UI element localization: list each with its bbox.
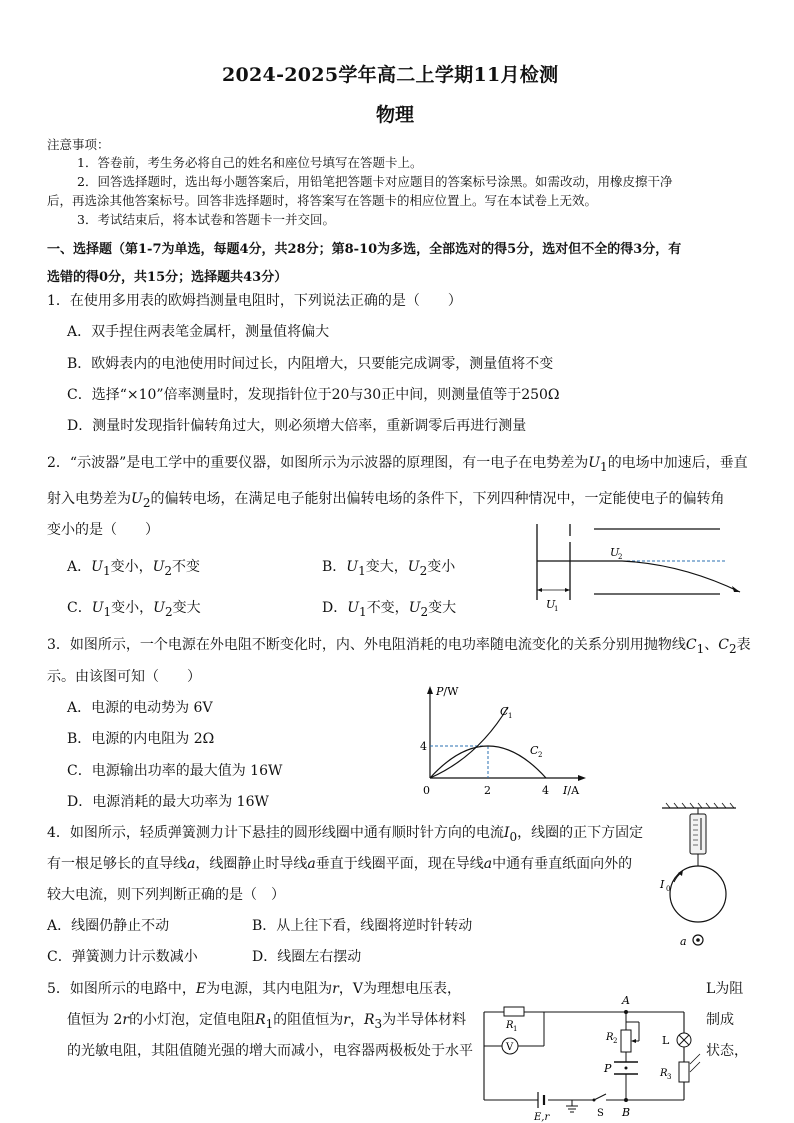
q2-oscilloscope-diagram: [532, 522, 752, 617]
resistor-r1: [504, 1007, 524, 1016]
q3-option-c: C．电源输出功率的最大值为 16W: [67, 763, 283, 779]
q4-fig-label-a: a: [680, 935, 687, 948]
q2-stem-line1: 2．“示波器”是电工学中的重要仪器，如图所示为示波器的原理图，有一电子在电势差为$U_1$的电场中加速后，垂直: [47, 455, 748, 474]
q4-coil-diagram: [654, 800, 744, 950]
q4-option-d: D．线圈左右摆动: [252, 949, 362, 965]
q2-option-d: D．$U_1$不变，$U_2$变大: [322, 600, 457, 619]
q1-option-b: B．欧姆表内的电池使用时间过长，内阻增大，只要能完成调零，测量值将不变: [67, 356, 554, 372]
svg-text:2: 2: [618, 553, 623, 561]
svg-text:1: 1: [513, 1025, 518, 1033]
svg-text:R: R: [606, 1032, 614, 1043]
page-title: 2024-2025学年高二上学期11月检测: [222, 64, 559, 86]
q4-stem-line2: 有一根足够长的直导线a，线圈静止时导线a垂直于线圈平面，现在导线a中通有垂直纸面向外的: [47, 856, 633, 872]
q5-stem-line3: 的光敏电阻，其阻值随光强的增大而减小，电容器两极板处于水平: [67, 1043, 473, 1059]
q5-circuit-diagram: [474, 992, 704, 1122]
q3-option-d: D．电源消耗的最大功率为 16W: [67, 794, 269, 810]
q4-stem-line3: 较大电流，则下列判断正确的是（ ）: [47, 887, 285, 903]
notice-item-3: 3．考试结束后，将本试卷和答题卡一并交回。: [77, 212, 335, 227]
svg-text:R: R: [660, 1068, 668, 1079]
svg-text:R: R: [506, 1020, 514, 1031]
section-heading-cont: 选错的得0分，共15分；选择题共43分）: [47, 270, 288, 285]
svg-text:2: 2: [613, 1037, 618, 1045]
q5-stem-line3-end: 状态，: [706, 1043, 748, 1059]
notice-item-1: 1．答卷前，考生务必将自己的姓名和座位号填写在答题卡上。: [77, 155, 423, 170]
q5-fig-label-s: S: [597, 1108, 604, 1119]
q5-fig-node-b: B: [622, 1106, 631, 1119]
q2-option-c: C．$U_1$变小，$U_2$变大: [67, 600, 201, 619]
q1-option-d: D．测量时发现指针偏转角过大，则必须增大倍率，重新调零后再进行测量: [67, 418, 527, 434]
coil: [670, 866, 726, 922]
q5-fig-label-p: P: [604, 1062, 612, 1075]
q3-power-graph: [418, 682, 593, 800]
q4-option-b: B．从上往下看，线圈将逆时针转动: [252, 918, 473, 934]
notice-item-2: 2．回答选择题时，选出每小题答案后，用铅笔把答题卡对应题目的答案标号涂黑。如需改动，用橡皮擦干净: [77, 174, 673, 189]
q4-option-c: C．弹簧测力计示数减小: [47, 949, 198, 965]
q2-stem-line3: 变小的是（ ）: [47, 522, 159, 538]
q1-option-c: C．选择“×10”倍率测量时，发现指针位于20与30正中间，则测量值等于250Ω: [67, 387, 560, 403]
switch-s: [594, 1094, 606, 1100]
q3-fig-label-c2: C: [530, 744, 539, 757]
q3-fig-tick-x2: 2: [484, 784, 491, 797]
photoresistor-r3: [679, 1062, 689, 1082]
q4-stem-line1: 4．如图所示，轻质弹簧测力计下悬挂的圆形线圈中通有顺时针方向的电流$I_0$，线圈的正下方固定: [47, 825, 644, 844]
q2-option-b: B．$U_1$变大，$U_2$变小: [322, 559, 456, 578]
q3-stem-line2: 示。由该图可知（ ）: [47, 669, 201, 685]
q4-fig-label-i0: I: [660, 878, 665, 891]
q5-fig-node-a: A: [622, 994, 630, 1007]
q4-option-a: A．线圈仍静止不动: [47, 918, 170, 934]
q5-fig-label-l: L: [662, 1034, 670, 1047]
q5-fig-label-er: E,r: [534, 1112, 550, 1122]
page-subject: 物理: [376, 104, 415, 126]
q3-curve-c1: [430, 707, 508, 778]
q5-stem-line1-end: L为阻: [706, 981, 744, 997]
q3-fig-label-c1: C: [500, 705, 509, 718]
q2-option-a: A．$U_1$变小，$U_2$不变: [67, 559, 201, 578]
q5-stem-line1: 5．如图所示的电路中，E为电源，其内电阻为r，V为理想电压表，: [47, 981, 461, 997]
q3-fig-tick-y: 4: [420, 740, 427, 753]
q5-stem-line2-end: 制成: [706, 1012, 734, 1028]
svg-text:1: 1: [508, 712, 513, 720]
q3-option-b: B．电源的内电阻为 2Ω: [67, 731, 215, 747]
q5-stem-line2: 值恒为 2r的小灯泡，定值电阻$R_1$的阻值恒为r，$R_3$为半导体材料: [67, 1012, 467, 1031]
q1-stem: 1．在使用多用表的欧姆挡测量电阻时，下列说法正确的是（ ）: [47, 293, 462, 309]
svg-text:3: 3: [667, 1073, 672, 1081]
svg-text:0: 0: [666, 885, 671, 893]
q2-fig-label-u2: U: [610, 546, 620, 559]
q3-fig-xlabel: I/A: [563, 784, 580, 797]
q3-option-a: A．电源的电动势为 6V: [67, 700, 213, 716]
rheostat-r2: [621, 1030, 631, 1052]
svg-text:V: V: [506, 1042, 514, 1053]
q3-fig-tick-x4: 4: [542, 784, 549, 797]
svg-text:1: 1: [554, 605, 559, 613]
q3-stem-line1: 3．如图所示，一个电源在外电阻不断变化时，内、外电阻消耗的电功率随电流变化的关系分别用抛物线$C_1$、$C_2$表: [47, 637, 751, 656]
q3-fig-ylabel: P/W: [436, 685, 459, 698]
notice-item-2-cont: 后，再选涂其他答案标号。回答非选择题时，将答案写在答题卡的相应位置上。写在本试卷上无效。: [47, 193, 598, 208]
q2-fig-label-u1: U: [546, 598, 556, 611]
q3-fig-tick-x0: 0: [423, 784, 430, 797]
notice-heading: 注意事项：: [47, 137, 110, 152]
q2-stem-line2: 射入电势差为$U_2$的偏转电场，在满足电子能射出偏转电场的条件下，下列四种情况中，一定能使电子的偏转角: [47, 491, 725, 510]
svg-text:2: 2: [538, 751, 543, 759]
section-heading: 一、选择题（第1-7为单选，每题4分，共28分；第8-10为多选，全部选对的得5分，选对但不全的得3分，有: [47, 242, 682, 257]
q1-option-a: A．双手捏住两表笔金属杆，测量值将偏大: [67, 324, 330, 340]
